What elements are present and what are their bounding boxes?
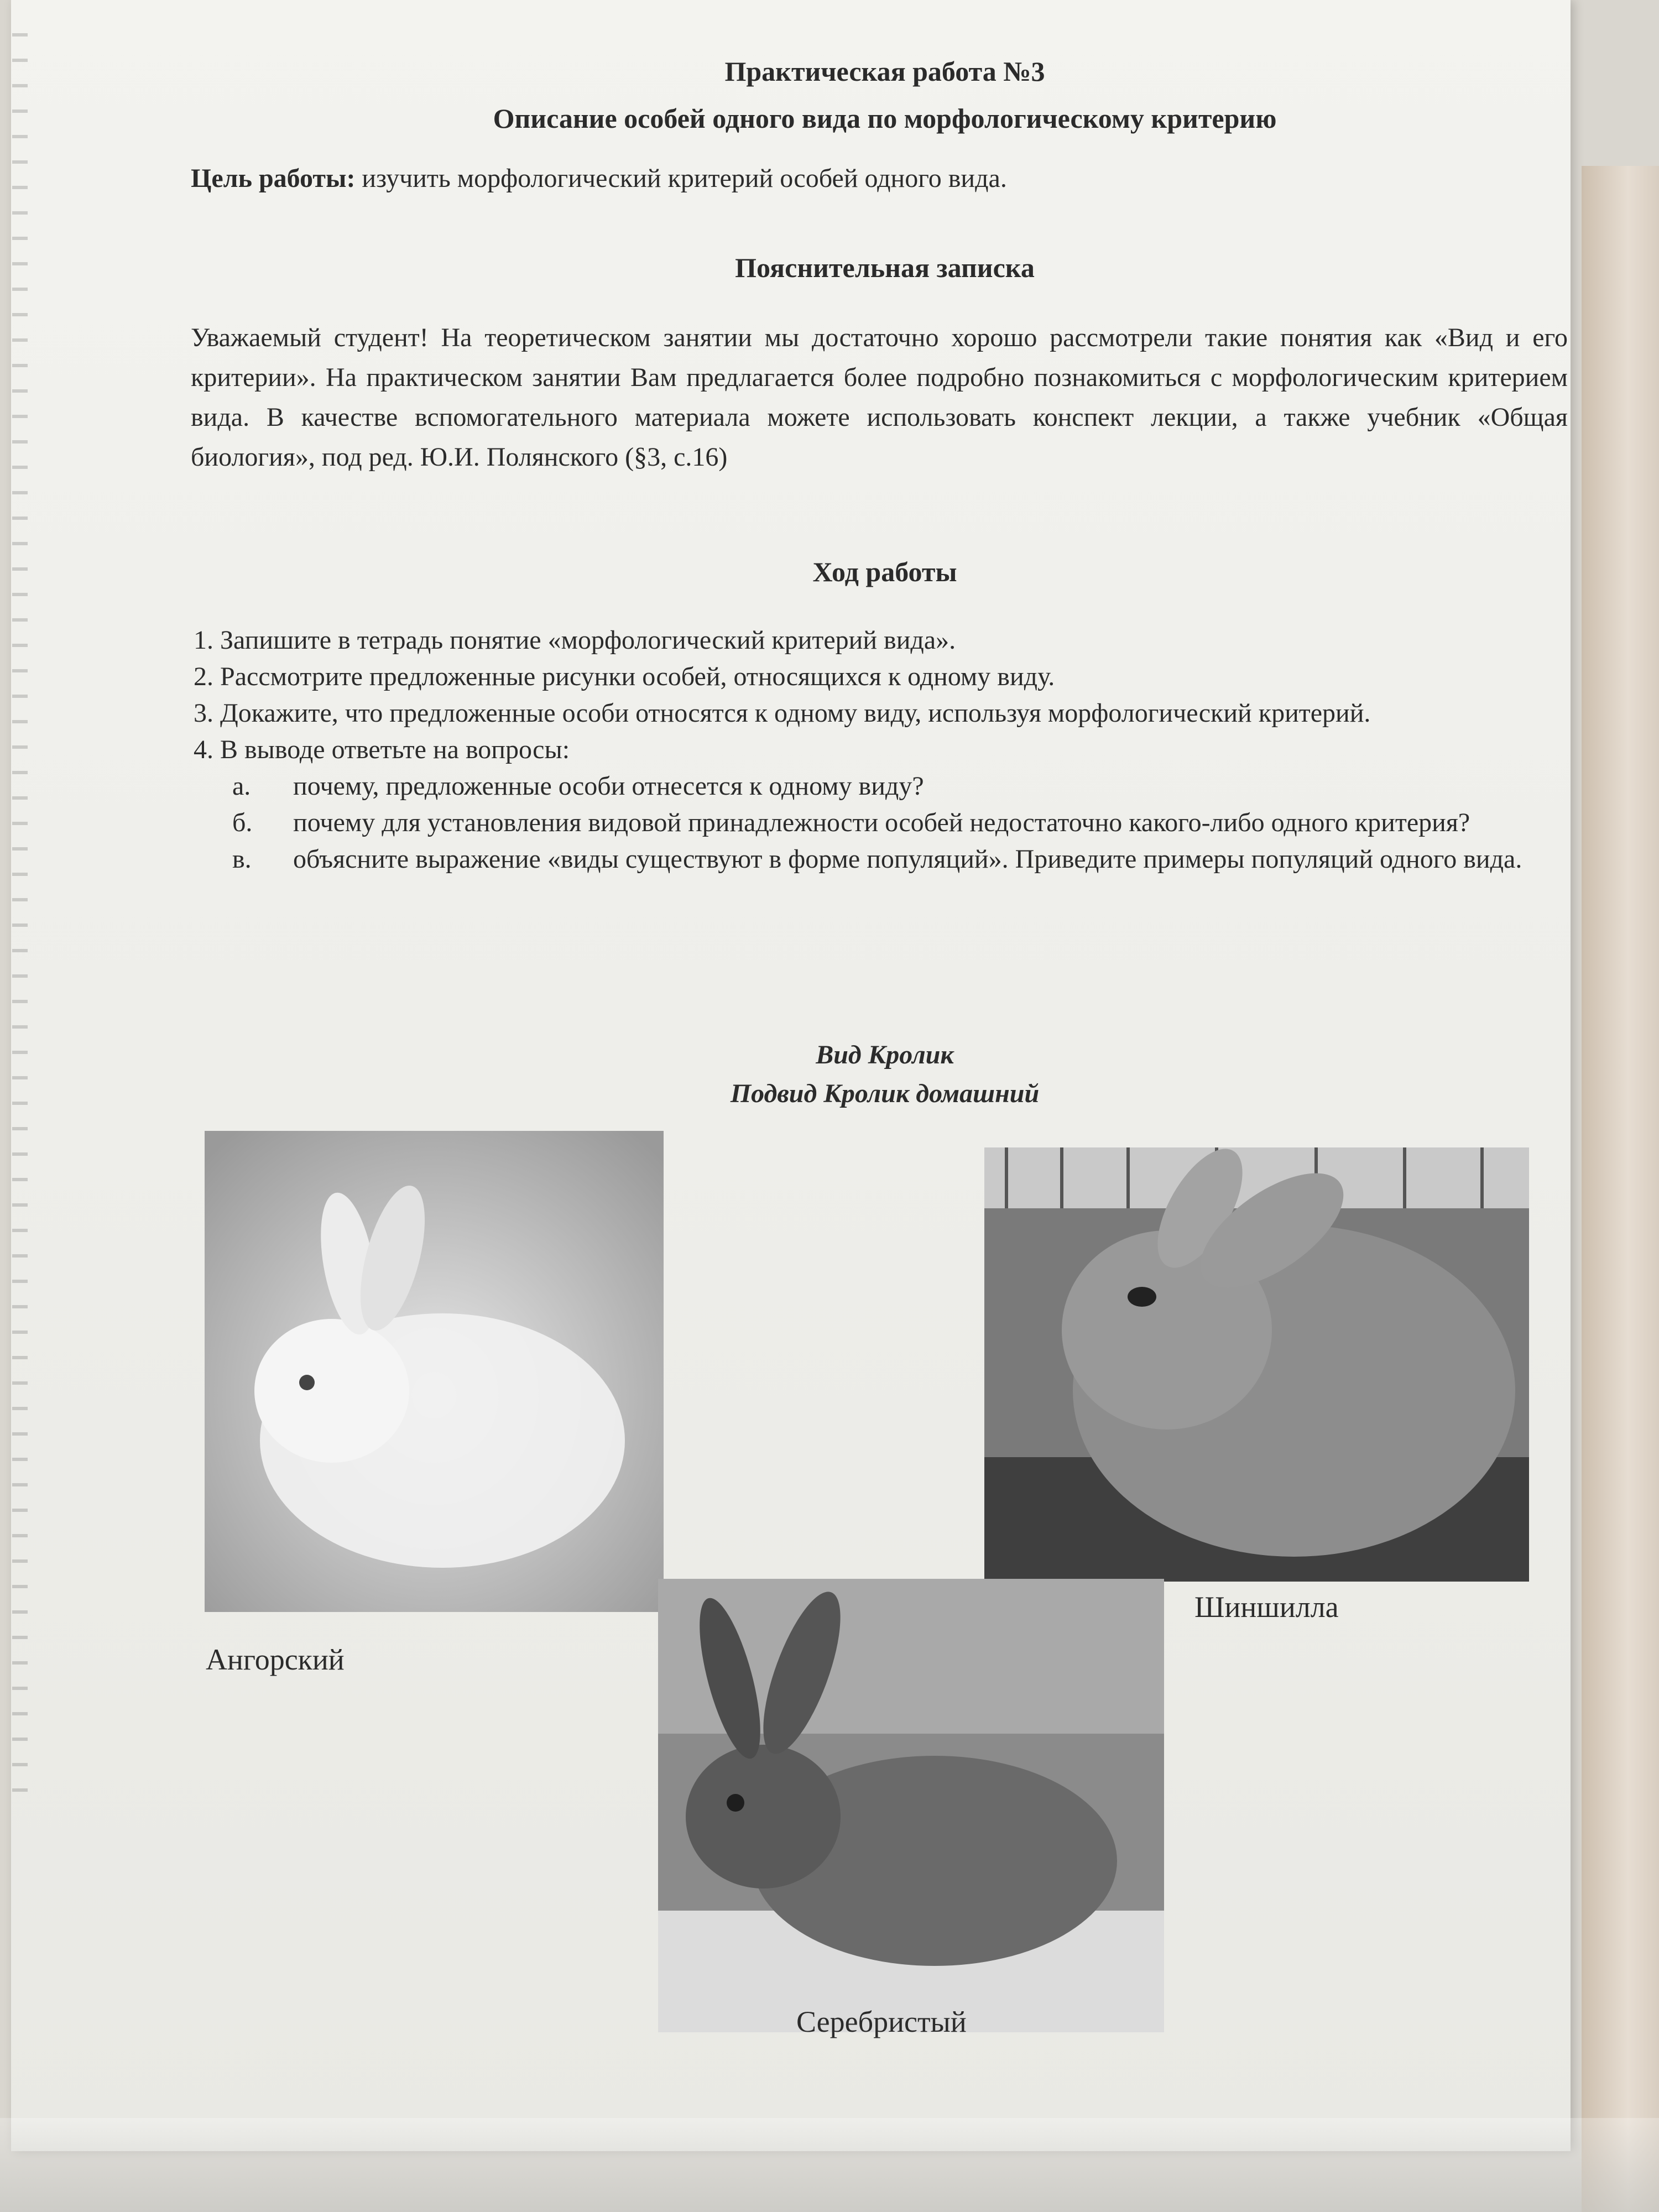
silver-rabbit-photo (658, 1579, 1164, 2032)
goal-text: изучить морфологический критерий особей одного вида. (355, 164, 1007, 193)
caption-chinchilla: Шиншилла (1194, 1590, 1339, 1624)
subspecies-title: Подвид Кролик домашний (730, 1079, 1040, 1108)
goal-label: Цель работы: (191, 164, 356, 193)
question-item (232, 841, 1559, 878)
plastic-sleeve-edge (0, 2118, 1659, 2212)
question-text: почему, предложенные особи отнесется к одному виду? (293, 771, 924, 801)
folder-background (1582, 166, 1659, 2212)
work-heading: Ход работы (812, 556, 957, 587)
angora-rabbit-photo (205, 1131, 664, 1612)
species-title: Вид Кролик (816, 1040, 954, 1070)
step-item: 2. Рассмотрите предложенные рисунки особей, относящихся к одному виду. (194, 662, 1055, 691)
question-mark: б. (232, 808, 253, 837)
caption-silver: Серебристый (796, 2005, 967, 2038)
question-mark: в. (232, 844, 252, 874)
note-paragraph: Уважаемый студент! На теоретическом занятии мы достаточно хорошо рассмотрели такие понятия как «Вид и его критерии». На практическом занятии Вам предлагается более подробно познакомиться с морфологическим критерием вида. В качестве вспомогательного материала можете использовать конспект лекции, а также учебник «Общая биология», под ред. Ю.И. Полянского (§3, с.16) (191, 323, 1568, 472)
question-text: почему для установления видовой принадлежности особей недостаточно какого-либо одного критерия? (293, 808, 1470, 837)
step-item: 1. Запишите в тетрадь понятие «морфологический критерий вида». (194, 625, 956, 655)
note-heading: Пояснительная записка (735, 252, 1035, 283)
question-item (232, 805, 1559, 841)
questions-list (194, 768, 1559, 878)
step-item: 3. Докажите, что предложенные особи относятся к одному виду, используя морфологический критерий. (194, 698, 1371, 728)
caption-angora: Ангорский (206, 1643, 345, 1676)
steps-list (194, 622, 1559, 878)
title-line-2: Описание особей одного вида по морфологическому критерию (493, 103, 1277, 134)
question-mark: а. (232, 771, 251, 801)
question-item (232, 768, 1559, 805)
chinchilla-rabbit-photo (984, 1147, 1529, 1582)
title-line-1: Практическая работа №3 (724, 56, 1045, 87)
question-text: объясните выражение «виды существуют в форме популяций». Приведите примеры популяций одного вида. (293, 844, 1522, 874)
step-item: 4. В выводе ответьте на вопросы: (194, 735, 570, 764)
goal-line (191, 163, 1007, 194)
questions-container (194, 768, 1559, 878)
scan-edge-marks (12, 33, 28, 1803)
